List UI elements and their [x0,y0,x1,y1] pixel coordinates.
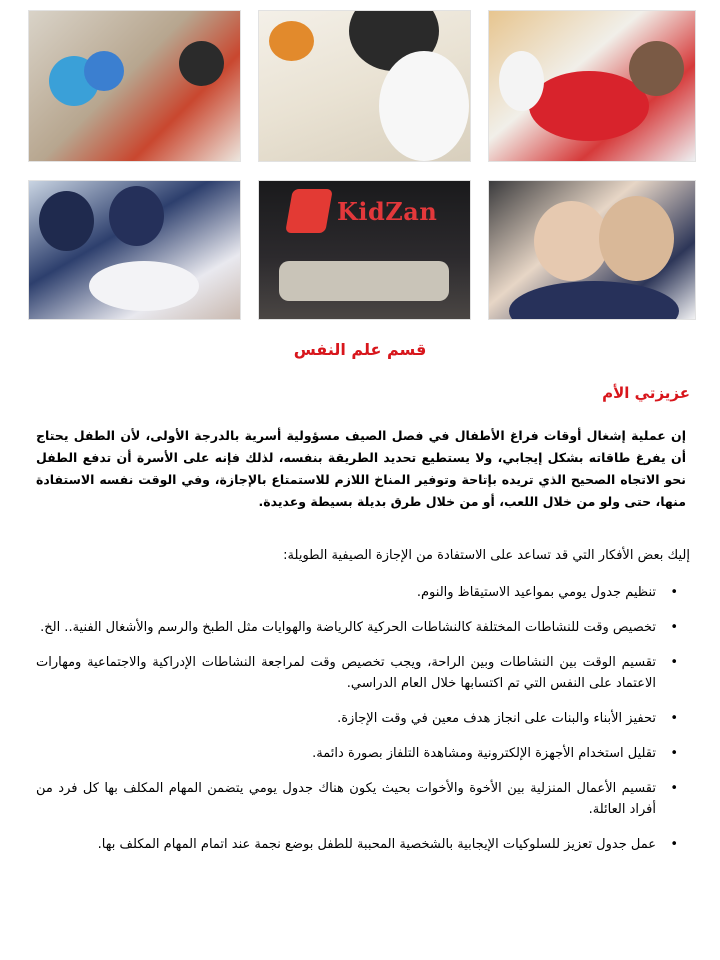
uniform-shape [109,186,164,246]
list-item [36,652,688,694]
tip-text: تخصيص وقت للنشاطات المختلفة كالنشاطات الحركية كالرياضة والهوايات مثل الطبخ والرسم والأشغال الفنية.. الخ. [40,620,656,635]
group-shape [279,261,449,301]
intro-paragraph: إن عملية إشغال أوقات فراغ الأطفال في فصل الصيف مسؤولية أسرية بالدرجة الأولى، لأن الطفل يحتاج أن يفرغ طاقاته بشكل إيجابي، ولا يستطيع تحديد الطريقة بنفسه، لذلك فإنه على الأسرة أن تدفع الطفل نحو الاتجاه الصحيح الذي تريده بإتاحة وتوفير المناخ اللازم للاستمتاع بالإجازة، وفي الوقت نفسه الاستفادة منها، حتى ولو من خلال اللعب، أو من خلال طرق بديلة بسيطة وعديدة. [36,428,686,509]
mannequin-shape [89,261,199,311]
uniform-shape [509,281,679,320]
bullet-icon: • [670,837,678,852]
child-shape [629,41,684,96]
photo-girls-first-aid-image [28,180,241,320]
list-item [36,708,688,729]
tip-text: تقسيم الأعمال المنزلية بين الأخوة والأخوات بحيث يكون هناك جدول يومي يتضمن المهام المكلف بها كل فرد من أفراد العائلة. [36,781,656,817]
page-title: قسم علم النفس [293,340,427,359]
list-item [36,743,688,764]
tip-text: تحفيز الأبناء والبنات على انجاز هدف معين في وقت الإجازة. [337,711,656,726]
lead-sentence: إليك بعض الأفكار التي قد تساعد على الاستفادة من الإجازة الصيفية الطويلة: [283,548,690,563]
bullet-icon: • [670,655,678,670]
drawing-shape [269,21,314,61]
shirt-shape [379,51,469,161]
bullet-icon: • [670,585,678,600]
bullet-icon: • [670,620,678,635]
tip-text: تقليل استخدام الأجهزة الإلكترونية ومشاهدة التلفاز بصورة دائمة. [312,746,656,761]
bullet-icon: • [670,781,678,796]
blue-helmet-shape [84,51,124,91]
bullet-icon: • [670,711,678,726]
tip-text: عمل جدول تعزيز للسلوكيات الإيجابية بالشخصية المحببة للطفل بوضع نجمة عند اتمام المهام المكلف بها. [97,837,656,852]
face-shape [599,196,674,281]
red-table-shape [529,71,649,141]
tip-text: تنظيم جدول يومي بمواعيد الاستيقاظ والنوم. [416,585,656,600]
tips-list [36,582,688,869]
kidzania-logo [279,189,469,233]
list-item [36,778,688,820]
photo-children-table-image [488,10,696,162]
photo-children-helmets-image [28,10,241,162]
child-shape [499,51,544,111]
bullet-icon: • [670,746,678,761]
uniform-shape [39,191,94,251]
photo-girl-drawing-image [258,10,471,162]
photo-group-kidzania-image [258,180,471,320]
list-item [36,617,688,638]
face-shape [534,201,609,281]
list-item [36,582,688,603]
kidzania-crown-icon [285,189,333,233]
photo-two-girls-smiling-image [488,180,696,320]
photo-collage [28,10,696,320]
kidzania-logo-text: KidZan [337,197,438,226]
greeting-heading: عزيزتي الأم [602,384,690,402]
person-shape [179,41,224,86]
list-item [36,834,688,855]
tip-text: تقسيم الوقت بين النشاطات وبين الراحة، ويجب تخصيص وقت لمراجعة النشاطات الإدراكية والاجتماعية ومهارات الاعتماد على النفس التي تم اكتسابها خلال العام الدراسي. [36,655,656,691]
